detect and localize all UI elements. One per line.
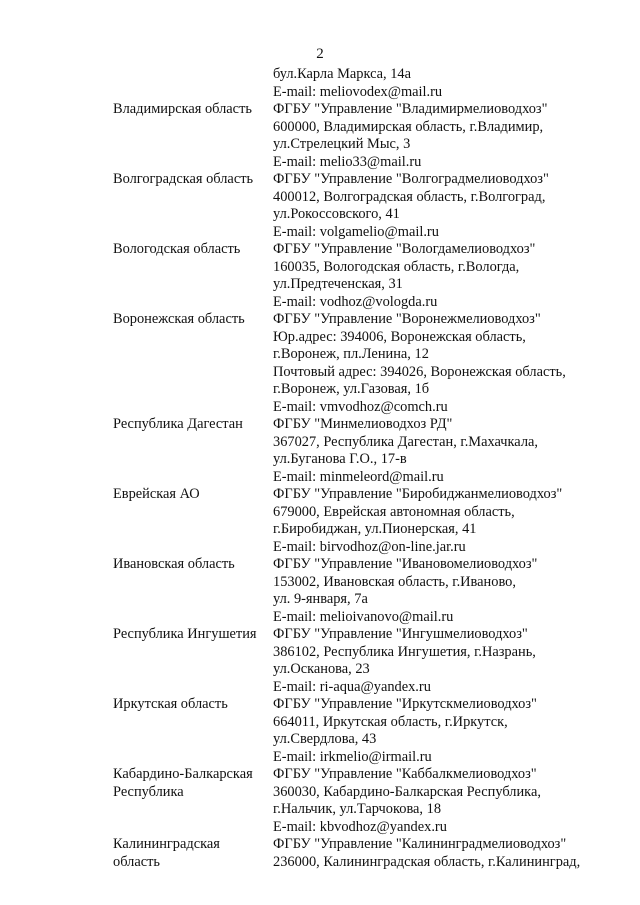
address-line: бул.Карла Маркса, 14а [273, 66, 412, 82]
email-line: E-mail: birvodhoz@on-line.jar.ru [273, 538, 466, 555]
address-line: ФГБУ "Управление "Воронежмелиоводхоз" [273, 311, 541, 327]
region-entry [113, 171, 633, 241]
address-line: ФГБУ "Управление "Иркутскмелиоводхоз" [273, 696, 537, 712]
email-line: E-mail: vodhoz@vologda.ru [273, 293, 438, 310]
email-line: E-mail: vmvodhoz@comch.ru [273, 398, 448, 415]
organization-details [273, 556, 633, 626]
address-line: ФГБУ "Управление "Волгоградмелиоводхоз" [273, 171, 549, 187]
address-line: 153002, Ивановская область, г.Иваново, [273, 573, 516, 590]
document-body [113, 66, 633, 871]
address-line: ФГБУ "Минмелиоводхоз РД" [273, 416, 453, 432]
address-line: ФГБУ "Управление "Калининградмелиоводхоз" [273, 836, 567, 852]
region-name: Кабардино-Балкарская Республика [113, 766, 253, 800]
address-line: 400012, Волгоградская область, г.Волгоград, [273, 188, 546, 205]
organization-details [273, 416, 633, 486]
address-line: ФГБУ "Управление "Каббалкмелиоводхоз" [273, 766, 537, 782]
region-entry [113, 836, 633, 871]
address-line: ул.Предтеченская, 31 [273, 276, 403, 292]
organization-details [273, 626, 633, 696]
email-line: E-mail: melioivanovo@mail.ru [273, 608, 454, 625]
address-line: ФГБУ "Управление "Владимирмелиоводхоз" [273, 101, 548, 117]
region-name: Владимирская область [113, 101, 252, 117]
address-line: ФГБУ "Управление "Биробиджанмелиоводхоз" [273, 486, 563, 502]
region-name [113, 66, 273, 101]
region-entry [113, 311, 633, 416]
region-name: Республика Ингушетия [113, 626, 257, 642]
address-line: ул. 9-января, 7а [273, 591, 368, 607]
organization-details [273, 66, 633, 101]
address-line: 664011, Иркутская область, г.Иркутск, [273, 713, 508, 730]
address-line: Юр.адрес: 394006, Воронежская область, [273, 328, 526, 345]
address-line: ФГБУ "Управление "Вологдамелиоводхоз" [273, 241, 536, 257]
address-line: 236000, Калининградская область, г.Калининград, [273, 853, 581, 870]
organization-details [273, 766, 633, 836]
organization-details [273, 171, 633, 241]
address-line: 367027, Республика Дагестан, г.Махачкала, [273, 433, 538, 450]
address-line: 160035, Вологодская область, г.Вологда, [273, 258, 520, 275]
address-line: ул.Буганова Г.О., 17-в [273, 451, 407, 467]
region-entry [113, 766, 633, 836]
region-entry [113, 416, 633, 486]
region-name: Волгоградская область [113, 171, 254, 187]
address-line: 679000, Еврейская автономная область, [273, 503, 515, 520]
region-entry [113, 486, 633, 556]
organization-details [273, 101, 633, 171]
organization-details [273, 696, 633, 766]
region-entry [113, 696, 633, 766]
page-number: 2 [316, 46, 324, 62]
address-line: ул.Рокоссовского, 41 [273, 206, 400, 222]
address-line: ФГБУ "Управление "Ивановомелиоводхоз" [273, 556, 538, 572]
email-line: E-mail: kbvodhoz@yandex.ru [273, 818, 447, 835]
address-line: г.Воронеж, ул.Газовая, 1б [273, 381, 430, 397]
email-line: E-mail: ri-aqua@yandex.ru [273, 678, 431, 695]
organization-details [273, 311, 633, 416]
region-name: Еврейская АО [113, 486, 200, 502]
region-name: Вологодская область [113, 241, 241, 257]
address-line: г.Нальчик, ул.Тарчокова, 18 [273, 801, 442, 817]
region-entry [113, 626, 633, 696]
region-name: Республика Дагестан [113, 416, 243, 432]
address-line: ул.Свердлова, 43 [273, 731, 377, 747]
address-line: 600000, Владимирская область, г.Владимир, [273, 118, 544, 135]
address-line: 386102, Республика Ингушетия, г.Назрань, [273, 643, 536, 660]
address-line: ул.Осканова, 23 [273, 661, 370, 677]
email-line: E-mail: meliovodex@mail.ru [273, 83, 443, 100]
email-line: E-mail: minmeleord@mail.ru [273, 468, 444, 485]
region-entry [113, 556, 633, 626]
address-line: 360030, Кабардино-Балкарская Республика, [273, 783, 541, 800]
address-line: г.Воронеж, пл.Ленина, 12 [273, 346, 429, 362]
region-name: Калининградская область [113, 836, 220, 870]
address-line: ул.Стрелецкий Мыс, 3 [273, 136, 411, 152]
email-line: E-mail: volgamelio@mail.ru [273, 223, 439, 240]
region-entry [113, 101, 633, 171]
organization-details [273, 486, 633, 556]
address-line: Почтовый адрес: 394026, Воронежская область, [273, 363, 566, 380]
address-line: г.Биробиджан, ул.Пионерская, 41 [273, 521, 477, 537]
organization-details [273, 241, 633, 311]
region-name: Иркутская область [113, 696, 228, 712]
organization-details [273, 836, 633, 871]
region-name: Ивановская область [113, 556, 235, 572]
region-entry [113, 241, 633, 311]
email-line: E-mail: irkmelio@irmail.ru [273, 748, 432, 765]
region-name: Воронежская область [113, 311, 245, 327]
address-line: ФГБУ "Управление "Ингушмелиоводхоз" [273, 626, 528, 642]
email-line: E-mail: melio33@mail.ru [273, 153, 422, 170]
region-entry [113, 66, 633, 101]
